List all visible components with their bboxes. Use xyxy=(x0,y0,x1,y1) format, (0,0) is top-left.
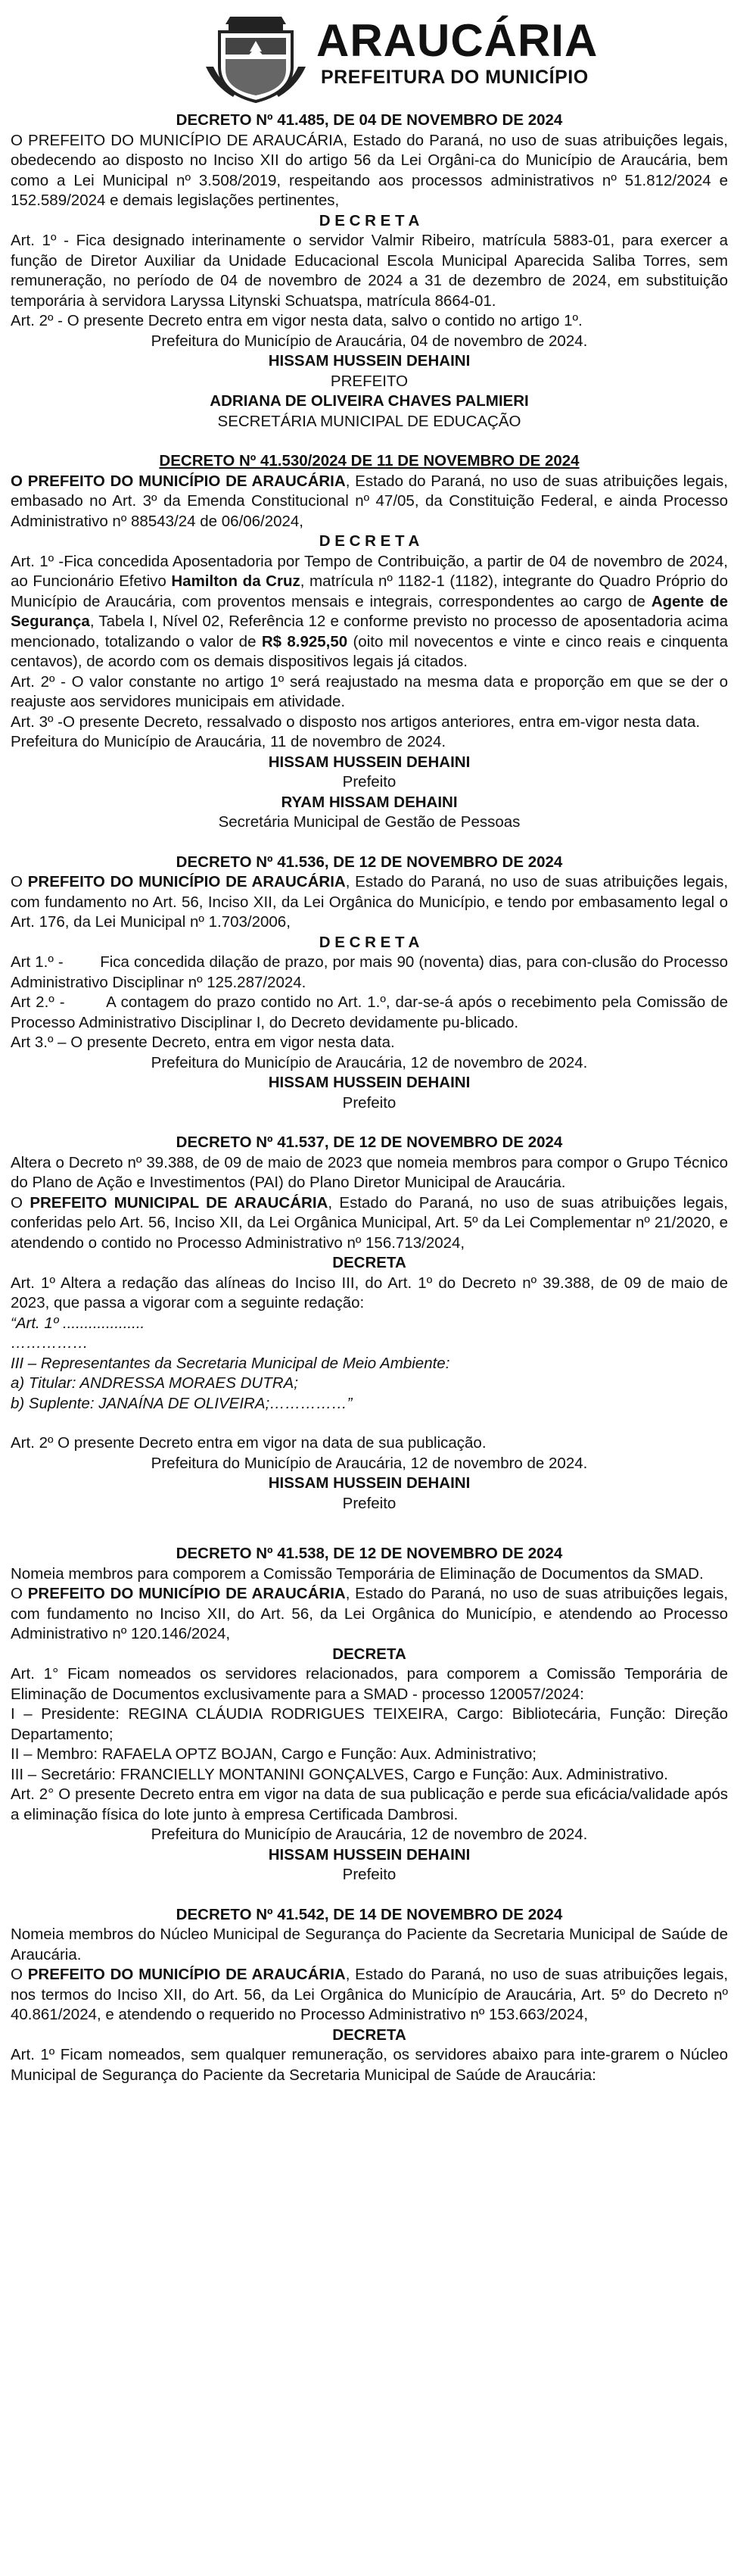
decreta-heading: D E C R E T A xyxy=(319,532,420,550)
article-1: Art. 1º Altera a redação das alíneas do Inciso III, do Art. 1º do Decreto nº 39.388, de 09 de maio de 2023, que passa a vigorar com a seguinte redação: xyxy=(11,1274,728,1311)
quoted-text: III – Representantes da Secretaria Municipal de Meio Ambiente: xyxy=(11,1354,450,1372)
decree-title: DECRETO Nº 41.542, DE 14 DE NOVEMBRO DE 2024 xyxy=(176,1905,563,1923)
header xyxy=(0,0,734,111)
quoted-text: “Art. 1º ................... xyxy=(11,1314,145,1332)
signer-role: Prefeito xyxy=(342,773,397,791)
signer-name: RYAM HISSAM DEHAINI xyxy=(281,793,458,811)
preamble: O PREFEITO DO MUNICÍPIO DE ARAUCÁRIA, Estado do Paraná, no uso de suas atribuições legais, obedecendo ao disposto no Inciso XII do artigo 56 da Lei Orgâni-ca do Município de Araucária, bem como a Lei Municipal nº 3.508/2019, respeitando aos processos administrativos nº 51.812/2024 e 152.589/2024 e demais legislações pertinentes, xyxy=(11,131,728,209)
decreta-heading: D E C R E T A xyxy=(319,211,420,229)
article-1: Art. 1º -Fica concedida Aposentadoria por Tempo de Contribuição, a partir de 04 de novembro de 2024, ao Funcionário Efetivo Hamilton da Cruz, matrícula nº 1182-1 (1182), integrante do Quadro Próprio do Município de Araucária, com proventos mensais e integrais, correspondentes ao cargo de Agente de Segurança, Tabela I, Nível 02, Referência 12 e conforme previsto no processo de aposentadoria acima mencionado, totalizando o valor de R$ 8.925,50 (oito mil novecentos e vinte e cinco reais e cinquenta centavos), de acordo com os demais dispositivos legais já citados. xyxy=(11,552,729,670)
list-item: III – Secretário: FRANCIELLY MONTANINI GONÇALVES, Cargo e Função: Aux. Administrativo. xyxy=(11,1765,668,1783)
place-date: Prefeitura do Município de Araucária, 12 de novembro de 2024. xyxy=(151,1454,588,1472)
place-date: Prefeitura do Município de Araucária, 11 de novembro de 2024. xyxy=(11,733,446,750)
article-1: Art. 1° Ficam nomeados os servidores relacionados, para comporem a Comissão Temporária de Eliminação de Documentos exclusivamente para a SMAD - processo 120057/2024: xyxy=(11,1665,728,1703)
preamble: O PREFEITO DO MUNICÍPIO DE ARAUCÁRIA, Estado do Paraná, no uso de suas atribuições legais, nos termos do Inciso XII, do Art. 56, da Lei Orgânica do Município de Araucária, Art. 5º do Decreto nº 40.861/2024, e atendendo o requerido no Processo Administrativo nº 153.663/2024, xyxy=(11,1966,729,2023)
preamble: O PREFEITO MUNICIPAL DE ARAUCÁRIA, Estado do Paraná, no uso de suas atribuições legais, conferidas pelo Art. 56, Inciso XII, da Lei Orgânica Municipal, Art. 5º da Lei Complementar nº 21/2020, e atendendo o contido no Processo Administrativo nº 156.713/2024, xyxy=(11,1193,728,1252)
decreta-heading: DECRETA xyxy=(332,2026,406,2044)
article-2: Art. 2º - O valor constante no artigo 1º será reajustado na mesma data e proporção em que se der o reajuste aos servidores municipais em atividade. xyxy=(11,672,728,710)
decree-41542 xyxy=(11,1905,728,2086)
article-2: Art. 2º O presente Decreto entra em vigor na data de sua publicação. xyxy=(11,1434,487,1452)
article-2: Art 2.º - A contagem do prazo contido no Art. 1.º, dar-se-á após o recebimento pela Comissão de Processo Administrativo Disciplinar I, do Decreto devidamente pu-blicado. xyxy=(11,993,732,1031)
decree-41538 xyxy=(11,1544,728,1885)
place-date: Prefeitura do Município de Araucária, 04 de novembro de 2024. xyxy=(151,332,588,350)
decreta-heading: DECRETA xyxy=(332,1645,406,1663)
summary: Nomeia membros do Núcleo Municipal de Segurança do Paciente da Secretaria Municipal de Saúde de Araucária. xyxy=(11,1926,728,1963)
list-item: II – Membro: RAFAELA OPTZ BOJAN, Cargo e Função: Aux. Administrativo; xyxy=(11,1745,537,1763)
araucaria-coat-of-arms-logo xyxy=(203,14,309,103)
decree-title: DECRETO Nº 41.538, DE 12 DE NOVEMBRO DE 2024 xyxy=(176,1545,563,1562)
article-3: Art. 3º -O presente Decreto, ressalvado o disposto nos artigos anteriores, entra em-vigor nesta data. xyxy=(11,713,701,731)
signer-role: PREFEITO xyxy=(330,372,409,390)
signer-role: Secretária Municipal de Gestão de Pessoas xyxy=(218,813,521,831)
decree-title: DECRETO Nº 41.530/2024 DE 11 DE NOVEMBRO DE 2024 xyxy=(159,452,580,469)
brand-subtitle: PREFEITURA DO MUNICÍPIO xyxy=(321,67,589,88)
summary: Nomeia membros para comporem a Comissão Temporária de Eliminação de Documentos da SMAD. xyxy=(11,1564,704,1583)
signer-role: Prefeito xyxy=(342,1866,397,1883)
article-1: Art. 1º - Fica designado interinamente o servidor Valmir Ribeiro, matrícula 5883-01, para exercer a função de Diretor Auxiliar da Unidade Educacional Escola Municipal Aparecida Saliba Torres, sem remuneração, no período de 04 de novembro de 2024 a 31 de dezembro de 2024, em substituição temporária à servidora Laryssa Litynski Schuatspa, matrícula 8664-01. xyxy=(11,232,728,310)
quoted-text: a) Titular: ANDRESSA MORAES DUTRA; xyxy=(11,1374,298,1392)
article-2: Art. 2° O presente Decreto entra em vigor na data de sua publicação e perde sua eficácia/validade após a eliminação física do lote junto à empresa Certificada Dambrosi. xyxy=(11,1785,728,1823)
document-body xyxy=(0,111,734,2085)
decree-title: DECRETO Nº 41.536, DE 12 DE NOVEMBRO DE 2024 xyxy=(176,853,563,871)
signer-role: SECRETÁRIA MUNICIPAL DE EDUCAÇÃO xyxy=(217,412,521,430)
signer-name: HISSAM HUSSEIN DEHAINI xyxy=(268,1474,471,1492)
place-date: Prefeitura do Município de Araucária, 12 de novembro de 2024. xyxy=(151,1053,588,1071)
signer-name: HISSAM HUSSEIN DEHAINI xyxy=(268,1074,471,1091)
signer-name: HISSAM HUSSEIN DEHAINI xyxy=(268,753,471,771)
decree-41485 xyxy=(11,111,728,432)
preamble: O PREFEITO DO MUNICÍPIO DE ARAUCÁRIA, Estado do Paraná, no uso de suas atribuições legais, embasado no Art. 3º da Emenda Constitucional nº 47/05, da Constituição Federal, e ainda Processo Administrativo nº 88543/24 de 06/06/2024, xyxy=(11,472,729,530)
preamble: O PREFEITO DO MUNICÍPIO DE ARAUCÁRIA, Estado do Paraná, no uso de suas atribuições legais, com fundamento no Art. 56, Inciso XII, da Lei Orgânica do Município, e tendo por embasamento legal o Art. 176, da Lei Municipal nº 1.703/2006, xyxy=(11,873,729,931)
signer-name: HISSAM HUSSEIN DEHAINI xyxy=(268,1845,471,1863)
decreta-heading: D E C R E T A xyxy=(319,933,420,951)
signer-name: ADRIANA DE OLIVEIRA CHAVES PALMIERI xyxy=(210,392,529,410)
decree-title: DECRETO Nº 41.537, DE 12 DE NOVEMBRO DE 2024 xyxy=(176,1134,563,1151)
article-1: Art. 1º Ficam nomeados, sem qualquer remuneração, os servidores abaixo para inte-grarem o Núcleo Municipal de Segurança do Paciente da Secretaria Municipal de Saúde de Araucária: xyxy=(11,2046,728,2084)
decree-41536 xyxy=(11,853,732,1114)
summary: Altera o Decreto nº 39.388, de 09 de maio de 2023 que nomeia membros para compor o Grupo Técnico do Plano de Ação e Investimentos (PAI) do Plano Diretor Municipal de Araucária. xyxy=(11,1153,728,1191)
article-1: Art 1.º - Fica concedida dilação de prazo, por mais 90 (noventa) dias, para con-clusão do Processo Administrativo Disciplinar nº 125.287/2024. xyxy=(11,953,732,991)
decreta-heading: DECRETA xyxy=(332,1254,406,1271)
brand-name: ARAUCÁRIA xyxy=(316,15,599,66)
quoted-text: b) Suplente: JANAÍNA DE OLIVEIRA;……………” xyxy=(11,1394,353,1412)
quoted-text: …………… xyxy=(11,1334,89,1352)
signer-name: HISSAM HUSSEIN DEHAINI xyxy=(268,352,471,370)
list-item: I – Presidente: REGINA CLÁUDIA RODRIGUES TEIXEIRA, Cargo: Bibliotecária, Função: Direção Departamento; xyxy=(11,1705,728,1743)
decree-title: DECRETO Nº 41.485, DE 04 DE NOVEMBRO DE 2024 xyxy=(176,111,563,129)
decree-41530 xyxy=(11,451,728,833)
decree-41537 xyxy=(11,1133,728,1514)
signer-role: Prefeito xyxy=(342,1093,397,1112)
article-2: Art. 2º - O presente Decreto entra em vigor nesta data, salvo o contido no artigo 1º. xyxy=(11,312,583,329)
signer-role: Prefeito xyxy=(342,1494,397,1512)
place-date: Prefeitura do Município de Araucária, 12 de novembro de 2024. xyxy=(151,1826,588,1843)
preamble: O PREFEITO DO MUNICÍPIO DE ARAUCÁRIA, Estado do Paraná, no uso de suas atribuições legais, com fundamento no Inciso XII, do Art. 56, da Lei Orgânica do Município, e atendendo ao Processo Administrativo nº 120.146/2024, xyxy=(11,1585,729,1642)
article-3: Art 3.º – O presente Decreto, entra em vigor nesta data. xyxy=(11,1034,395,1051)
